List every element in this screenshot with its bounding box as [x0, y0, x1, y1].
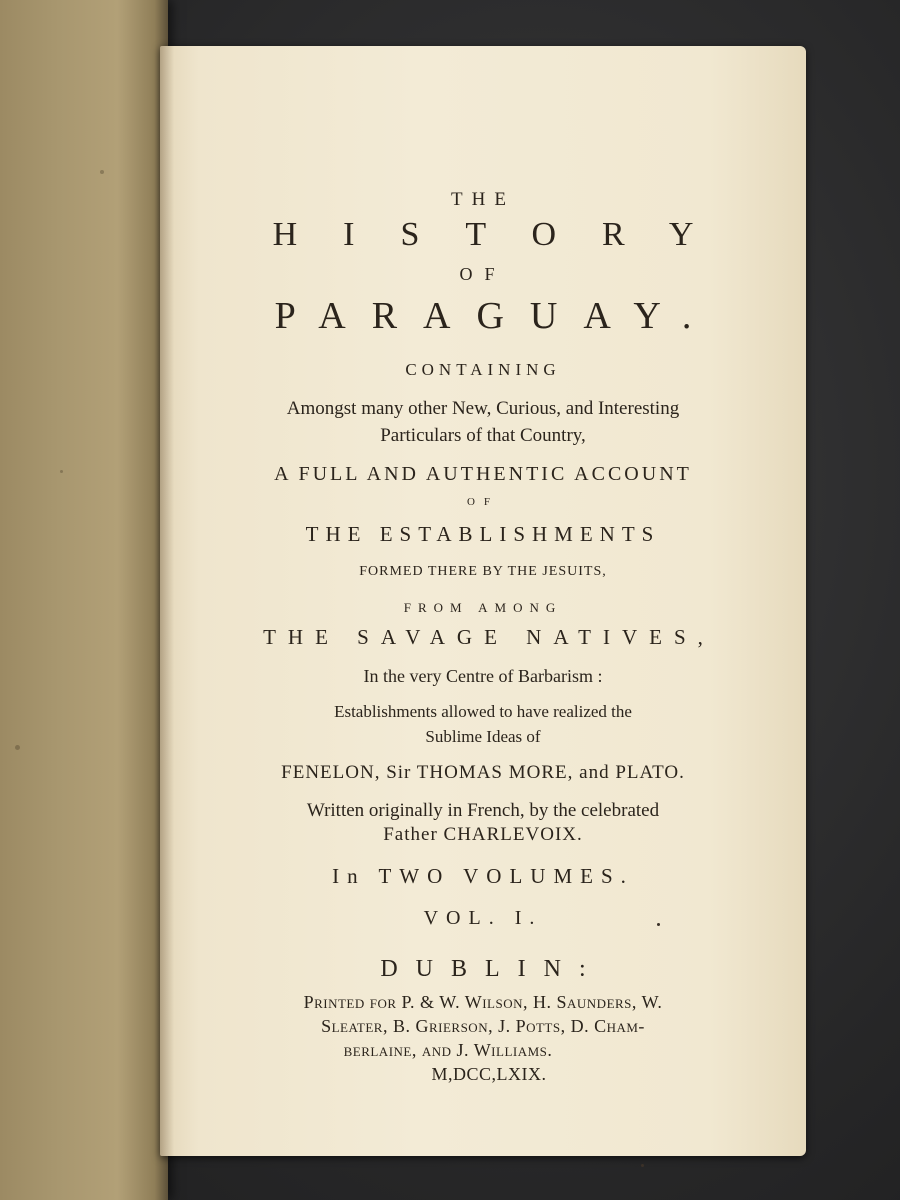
title-the: THE — [451, 189, 515, 210]
printers-line-3: berlaine, and J. Williams. — [343, 1040, 553, 1060]
title-paraguay: PARAGUAY. — [274, 295, 718, 337]
authors-line: FENELON, Sir THOMAS MORE, and PLATO. — [281, 762, 685, 783]
written-line-2: Father CHARLEVOIX. — [383, 824, 583, 845]
title-of: OF — [459, 264, 507, 284]
volume-line: VOL. I. — [423, 907, 543, 929]
ink-speck — [641, 1164, 644, 1167]
printers-line-2: Sleater, B. Grierson, J. Potts, D. Cham- — [321, 1016, 645, 1036]
written-line-1: Written originally in French, by the celebrated — [306, 800, 660, 821]
title-page — [160, 46, 806, 1156]
publication-date: M,DCC,LXIX. — [431, 1064, 547, 1084]
book-cover — [0, 0, 168, 1200]
establishments-heading: THE ESTABLISHMENTS — [305, 522, 661, 546]
establishments-line-2: Sublime Ideas of — [425, 727, 541, 746]
full-account-heading: A FULL AND AUTHENTIC ACCOUNT — [274, 463, 692, 485]
in-two-volumes-line: In TWO VOLUMES. — [332, 864, 634, 888]
amongst-line-1: Amongst many other New, Curious, and Interesting — [286, 398, 680, 419]
printers-line-1: Printed for P. & W. Wilson, H. Saunders, W. — [303, 992, 663, 1012]
centre-of-barbarism-line: In the very Centre of Barbarism : — [363, 666, 603, 686]
from-among-line: FROM AMONG — [403, 600, 563, 615]
title-history: HISTORY — [272, 216, 740, 253]
amongst-line-2: Particulars of that Country, — [380, 425, 586, 446]
containing-heading: CONTAINING — [405, 360, 561, 379]
of-small: OF — [466, 496, 500, 508]
place-of-publication: DUBLIN: — [380, 956, 604, 982]
ink-speck — [657, 923, 660, 926]
savage-natives-heading: THE SAVAGE NATIVES, — [263, 625, 715, 649]
establishments-line-1: Establishments allowed to have realized the — [334, 702, 632, 721]
formed-by-line: FORMED THERE BY THE JESUITS, — [359, 564, 607, 579]
